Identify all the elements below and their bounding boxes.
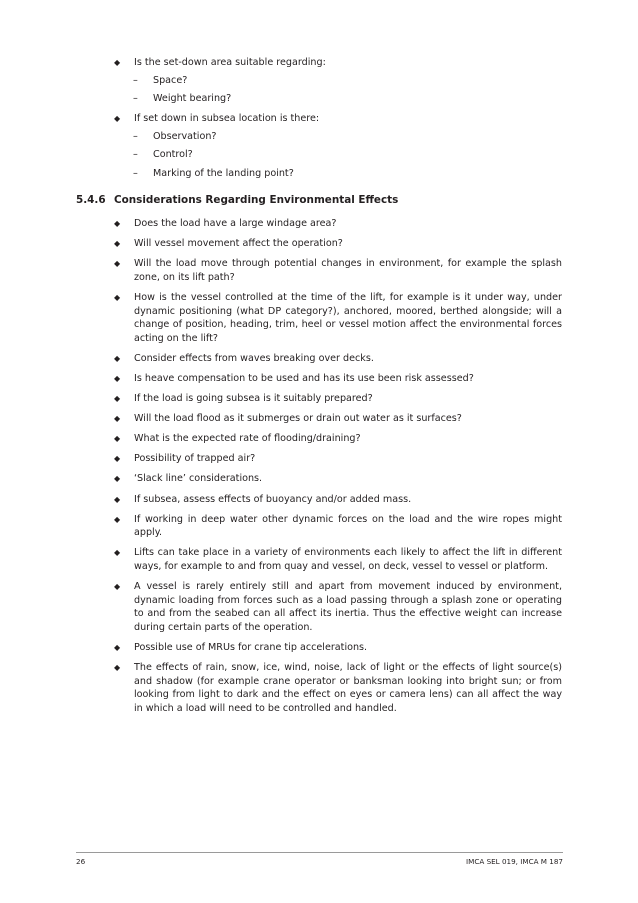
list-item	[0, 56, 638, 106]
list-item-text: If set down in subsea location is there:	[134, 113, 320, 125]
list-item	[0, 452, 638, 466]
list-item	[0, 372, 638, 386]
sub-list-item	[133, 74, 562, 88]
dash-marker-icon: –	[133, 167, 138, 179]
bullet-diamond-icon: ◆	[114, 663, 121, 672]
list-item	[0, 432, 638, 446]
section-number: 5.4.6	[76, 194, 106, 207]
sub-list-item-text: Marking of the landing point?	[153, 167, 294, 179]
dash-marker-icon: –	[133, 93, 138, 105]
list-item	[0, 472, 638, 486]
bullet-diamond-icon: ◆	[114, 114, 121, 124]
sub-list-item-text: Weight bearing?	[153, 93, 232, 105]
bullet-diamond-icon: ◆	[114, 293, 121, 303]
sub-list-item-text: Control?	[153, 149, 193, 161]
bullet-diamond-icon: ◆	[114, 374, 121, 383]
list-item-text: A vessel is rarely entirely still and apart from movement induced by environment, dynamic loading from forces such as a load passing through a splash zone or operating to and from the seabed can all affect its inertia. Thus the effective weight can increase during certain parts of the operation.	[134, 581, 562, 633]
list-item-text: If subsea, assess effects of buoyancy and/or added mass.	[134, 493, 412, 505]
intro-bullet-list	[0, 56, 638, 180]
bullet-diamond-icon: ◆	[114, 58, 121, 67]
list-item-text: Will the load flood as it submerges or drain out water as it surfaces?	[134, 413, 462, 425]
list-item	[0, 513, 638, 540]
list-item	[0, 112, 638, 180]
footer-divider	[76, 852, 563, 853]
sub-list-item-text: Observation?	[153, 131, 217, 143]
page-content	[0, 56, 638, 722]
list-item	[0, 641, 638, 655]
list-item-text: The effects of rain, snow, ice, wind, noise, lack of light or the effects of light source(s) and shadow (for example crane operator or banksman looking into bright sun; or from looking from light to dark and the effect on eyes or camera lens) can all affect the way in which a load will need to be controlled and handled.	[134, 662, 562, 714]
list-item	[0, 257, 638, 284]
list-item-text: Is heave compensation to be used and has its use been risk assessed?	[134, 373, 474, 384]
bullet-diamond-icon: ◆	[114, 474, 121, 484]
list-item-text: Consider effects from waves breaking over decks.	[134, 352, 374, 364]
list-item	[0, 580, 638, 634]
list-item	[0, 291, 638, 345]
list-item	[0, 661, 638, 715]
bullet-diamond-icon: ◆	[114, 434, 121, 444]
bullet-diamond-icon: ◆	[114, 582, 121, 592]
list-item	[0, 352, 638, 366]
sub-list-item	[133, 92, 562, 106]
list-item-text: Does the load have a large windage area?	[134, 218, 337, 230]
list-item-text: How is the vessel controlled at the time of the lift, for example is it under way, under dynamic positioning (what DP category?), anchored, moored, berthed alongside; will a change of position, heading, trim, heel or vessel motion affect the environmental forces acting on the lift?	[134, 292, 562, 344]
sub-list-item-text: Space?	[153, 75, 188, 87]
bullet-diamond-icon: ◆	[114, 394, 121, 404]
section-bullet-list	[0, 217, 638, 715]
sub-list-item	[133, 167, 562, 181]
footer-reference: IMCA SEL 019, IMCA M 187	[466, 857, 563, 866]
list-item-text: Will vessel movement affect the operation?	[134, 238, 343, 250]
list-item	[0, 392, 638, 406]
list-item-text: Will the load move through potential changes in environment, for example the splash zone, on its lift path?	[134, 258, 562, 283]
sub-list-item	[133, 130, 562, 144]
bullet-diamond-icon: ◆	[114, 239, 121, 249]
sub-list	[134, 74, 562, 106]
list-item	[0, 237, 638, 251]
list-item-text: Lifts can take place in a variety of environments each likely to affect the lift in different ways, for example to and from quay and vessel, on deck, vessel to vessel or platform.	[134, 547, 562, 572]
list-item	[0, 493, 638, 507]
list-item-text: ‘Slack line’ considerations.	[134, 473, 263, 485]
list-item	[0, 217, 638, 231]
list-item-text: If the load is going subsea is it suitably prepared?	[134, 393, 373, 405]
bullet-diamond-icon: ◆	[114, 414, 121, 424]
list-item	[0, 412, 638, 426]
list-item-text: Possible use of MRUs for crane tip accelerations.	[134, 641, 368, 653]
dash-marker-icon: –	[133, 131, 138, 143]
bullet-diamond-icon: ◆	[114, 494, 121, 504]
dash-marker-icon: –	[133, 75, 138, 87]
list-item-text: Possibility of trapped air?	[134, 453, 256, 465]
list-item-text: What is the expected rate of flooding/draining?	[134, 433, 361, 445]
dash-marker-icon: –	[133, 149, 138, 161]
bullet-diamond-icon: ◆	[114, 353, 121, 363]
bullet-diamond-icon: ◆	[114, 454, 121, 464]
footer-page-number: 26	[76, 857, 86, 866]
sub-list-item	[133, 148, 562, 162]
list-item	[0, 546, 638, 573]
section-heading	[0, 193, 638, 207]
section-title: Considerations Regarding Environmental Effects	[114, 194, 399, 207]
bullet-diamond-icon: ◆	[114, 259, 121, 269]
bullet-diamond-icon: ◆	[114, 642, 121, 652]
bullet-diamond-icon: ◆	[114, 514, 121, 524]
bullet-diamond-icon: ◆	[114, 548, 121, 558]
list-item-text: If working in deep water other dynamic forces on the load and the wire ropes might apply.	[134, 513, 562, 539]
sub-list	[134, 130, 562, 180]
bullet-diamond-icon: ◆	[114, 219, 121, 229]
list-item-text: Is the set-down area suitable regarding:	[134, 57, 326, 68]
